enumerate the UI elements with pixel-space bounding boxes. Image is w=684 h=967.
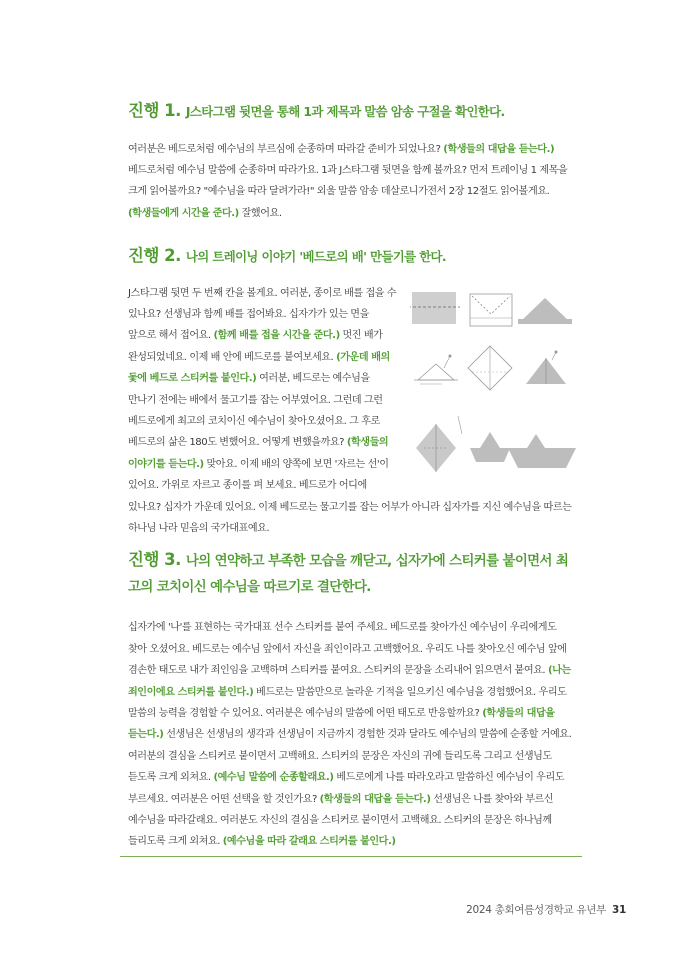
step1-section — [128, 98, 574, 224]
step2-heading — [128, 243, 574, 269]
text-run: 여러분은 베드로처럼 예수님의 부르심에 순종하며 따라갈 준비가 되었나요? — [128, 143, 444, 155]
step3-title-block — [128, 545, 574, 600]
instruction-highlight: (나는 죄인이에요 스티커를 붙인다.) — [128, 665, 571, 698]
instruction-highlight: (함께 배를 접을 시간을 준다.) — [213, 330, 340, 342]
instruction-highlight: (학생들의 이야기를 듣는다.) — [128, 437, 389, 470]
text-run: 선생님은 나를 찾아와 부르신 예수님을 따라갈래요. 여러분도 자신의 결심을 스티커로 붙이면서 고백해요. 스티커의 문장은 하나님께 들리도록 크게 외쳐요. — [128, 793, 554, 848]
fold-step-3-icon — [518, 298, 572, 324]
fold-step-8-icon — [470, 432, 510, 462]
text-run: 선생님은 선생님의 생각과 선생님이 지금까지 경험한 것과 달라도 예수님의 말씀에 순종할 거예요. 여러분의 결심을 스티커로 붙이면서 고백해요. 스티커의 문장은 자신의 귀에 들리도록 그리고 선생님도 듣도록 크게 외쳐요. — [128, 729, 572, 784]
text-run: 맞아요. 이제 배의 양쪽에 보면 '자르는 선'이 있어요. 가위로 자르고 종이를 펴 보세요. 베드로가 어디에 있나요? 십자가 가운데 있어요. 이제 베드로는 물고기를 잡는 어부가 아니라 십자가를 지신 예수님을 따르는 하나님 나라 믿음의 국가대표예요. — [128, 458, 572, 535]
fold-step-5-icon — [468, 346, 512, 390]
instruction-highlight: (학생들의 대답을 듣는다.) — [128, 707, 555, 741]
step1-heading — [128, 98, 574, 124]
step3-tag: 진행 3. — [128, 550, 181, 569]
instruction-highlight: (가운데 배의 돛에 베드로 스티커를 붙인다.) — [128, 351, 390, 385]
instruction-highlight: (예수님 말씀에 순종할래요.) — [213, 772, 334, 784]
finished-boat-icon — [508, 434, 576, 468]
instruction-highlight: (예수님을 따라 갈래요 스티커를 붙인다.) — [222, 836, 396, 848]
step1-title: J스타그램 뒷면을 통해 1과 제목과 말씀 암송 구절을 확인한다. — [185, 104, 505, 119]
paper-boat-folding-diagram — [410, 288, 578, 476]
step3-heading — [128, 545, 574, 600]
text-run: 잘했어요. — [238, 207, 282, 219]
text-run: 베드로는 말씀만으로 놀라운 기적을 일으키신 예수님을 경험했어요. 우리도 말씀의 능력을 경험할 수 있어요. 여러분은 예수님의 말씀에 어떤 태도로 반응할까요? — [128, 686, 567, 719]
fold-step-6-icon — [526, 351, 566, 385]
fold-step-7-icon — [416, 416, 462, 472]
text-run: J스타그램 뒷면 두 번째 칸을 볼게요. 여러분, 종이로 배를 접을 수 있나요? 선생님과 함께 배를 접어봐요. 십자가가 있는 면을 앞으로 해서 접어요. — [128, 287, 397, 342]
instruction-highlight: (학생들의 대답을 듣는다.) — [443, 143, 555, 155]
fold-step-4-icon — [414, 355, 458, 385]
step3-section — [128, 545, 574, 853]
text-run: 멋진 배가 완성되었네요. 이제 배 안에 베드로를 붙여보세요. — [128, 330, 383, 363]
page-footer — [466, 902, 626, 917]
bottom-divider — [120, 856, 582, 857]
text-run: 십자가에 '나'를 표현하는 국가대표 선수 스티커를 붙여 주세요. 베드로를 찾아가신 예수님이 우리에게도 찾아 오셨어요. 베드로는 예수님 앞에서 자신을 죄인이라고 고백했어요. 우리도 나를 찾아오신 예수님 앞에 겸손한 태도로 내가 죄인임을 고백하며 스티커를 붙여요. 스티커의 문장을 소리내어 읽으면서 붙여요. — [128, 622, 567, 677]
step3-paragraph — [128, 617, 574, 852]
step2-title: 나의 트레이닝 이야기 '베드로의 배' 만들기를 한다. — [185, 249, 447, 264]
text-run: 여러분, 베드로는 예수님을 만나기 전에는 배에서 물고기를 잡는 어부였어요. 그런데 그런 베드로에게 최고의 코치이신 예수님이 찾아오셨어요. 그 후로 베드로의 삶은 180도 변했어요. 어떻게 변했을까요? — [128, 373, 383, 449]
fold-step-2-icon — [470, 294, 512, 326]
step3-title: 나의 연약하고 부족한 모습을 깨닫고, 십자가에 스티커를 붙이면서 최고의 코치이신 예수님을 따르기로 결단한다. — [128, 554, 569, 595]
page-number: 31 — [611, 904, 626, 916]
text-run: 베드로에게 나를 따라오라고 말씀하신 예수님이 우리도 부르세요. 여러분은 어떤 선택을 할 것인가요? — [128, 772, 565, 805]
book-title: 2024 총회여름성경학교 유년부 — [466, 904, 606, 916]
fold-step-1-icon — [410, 292, 460, 324]
instruction-highlight: (학생들에게 시간을 준다.) — [128, 207, 239, 219]
step2-tag: 진행 2. — [128, 246, 181, 265]
step1-tag: 진행 1. — [128, 101, 181, 120]
step1-paragraph — [128, 139, 574, 225]
text-run: 베드로처럼 예수님 말씀에 순종하며 따라가요. 1과 J스타그램 뒷면을 함께 볼까요? 먼저 트레이닝 1 제목을 크게 읽어볼까요? "예수님을 따라 달려가라!" 외울 말씀 암송 데살로니가전서 2장 12절도 읽어볼게요. — [128, 164, 568, 198]
instruction-highlight: (학생들의 대답을 듣는다.) — [319, 793, 431, 805]
